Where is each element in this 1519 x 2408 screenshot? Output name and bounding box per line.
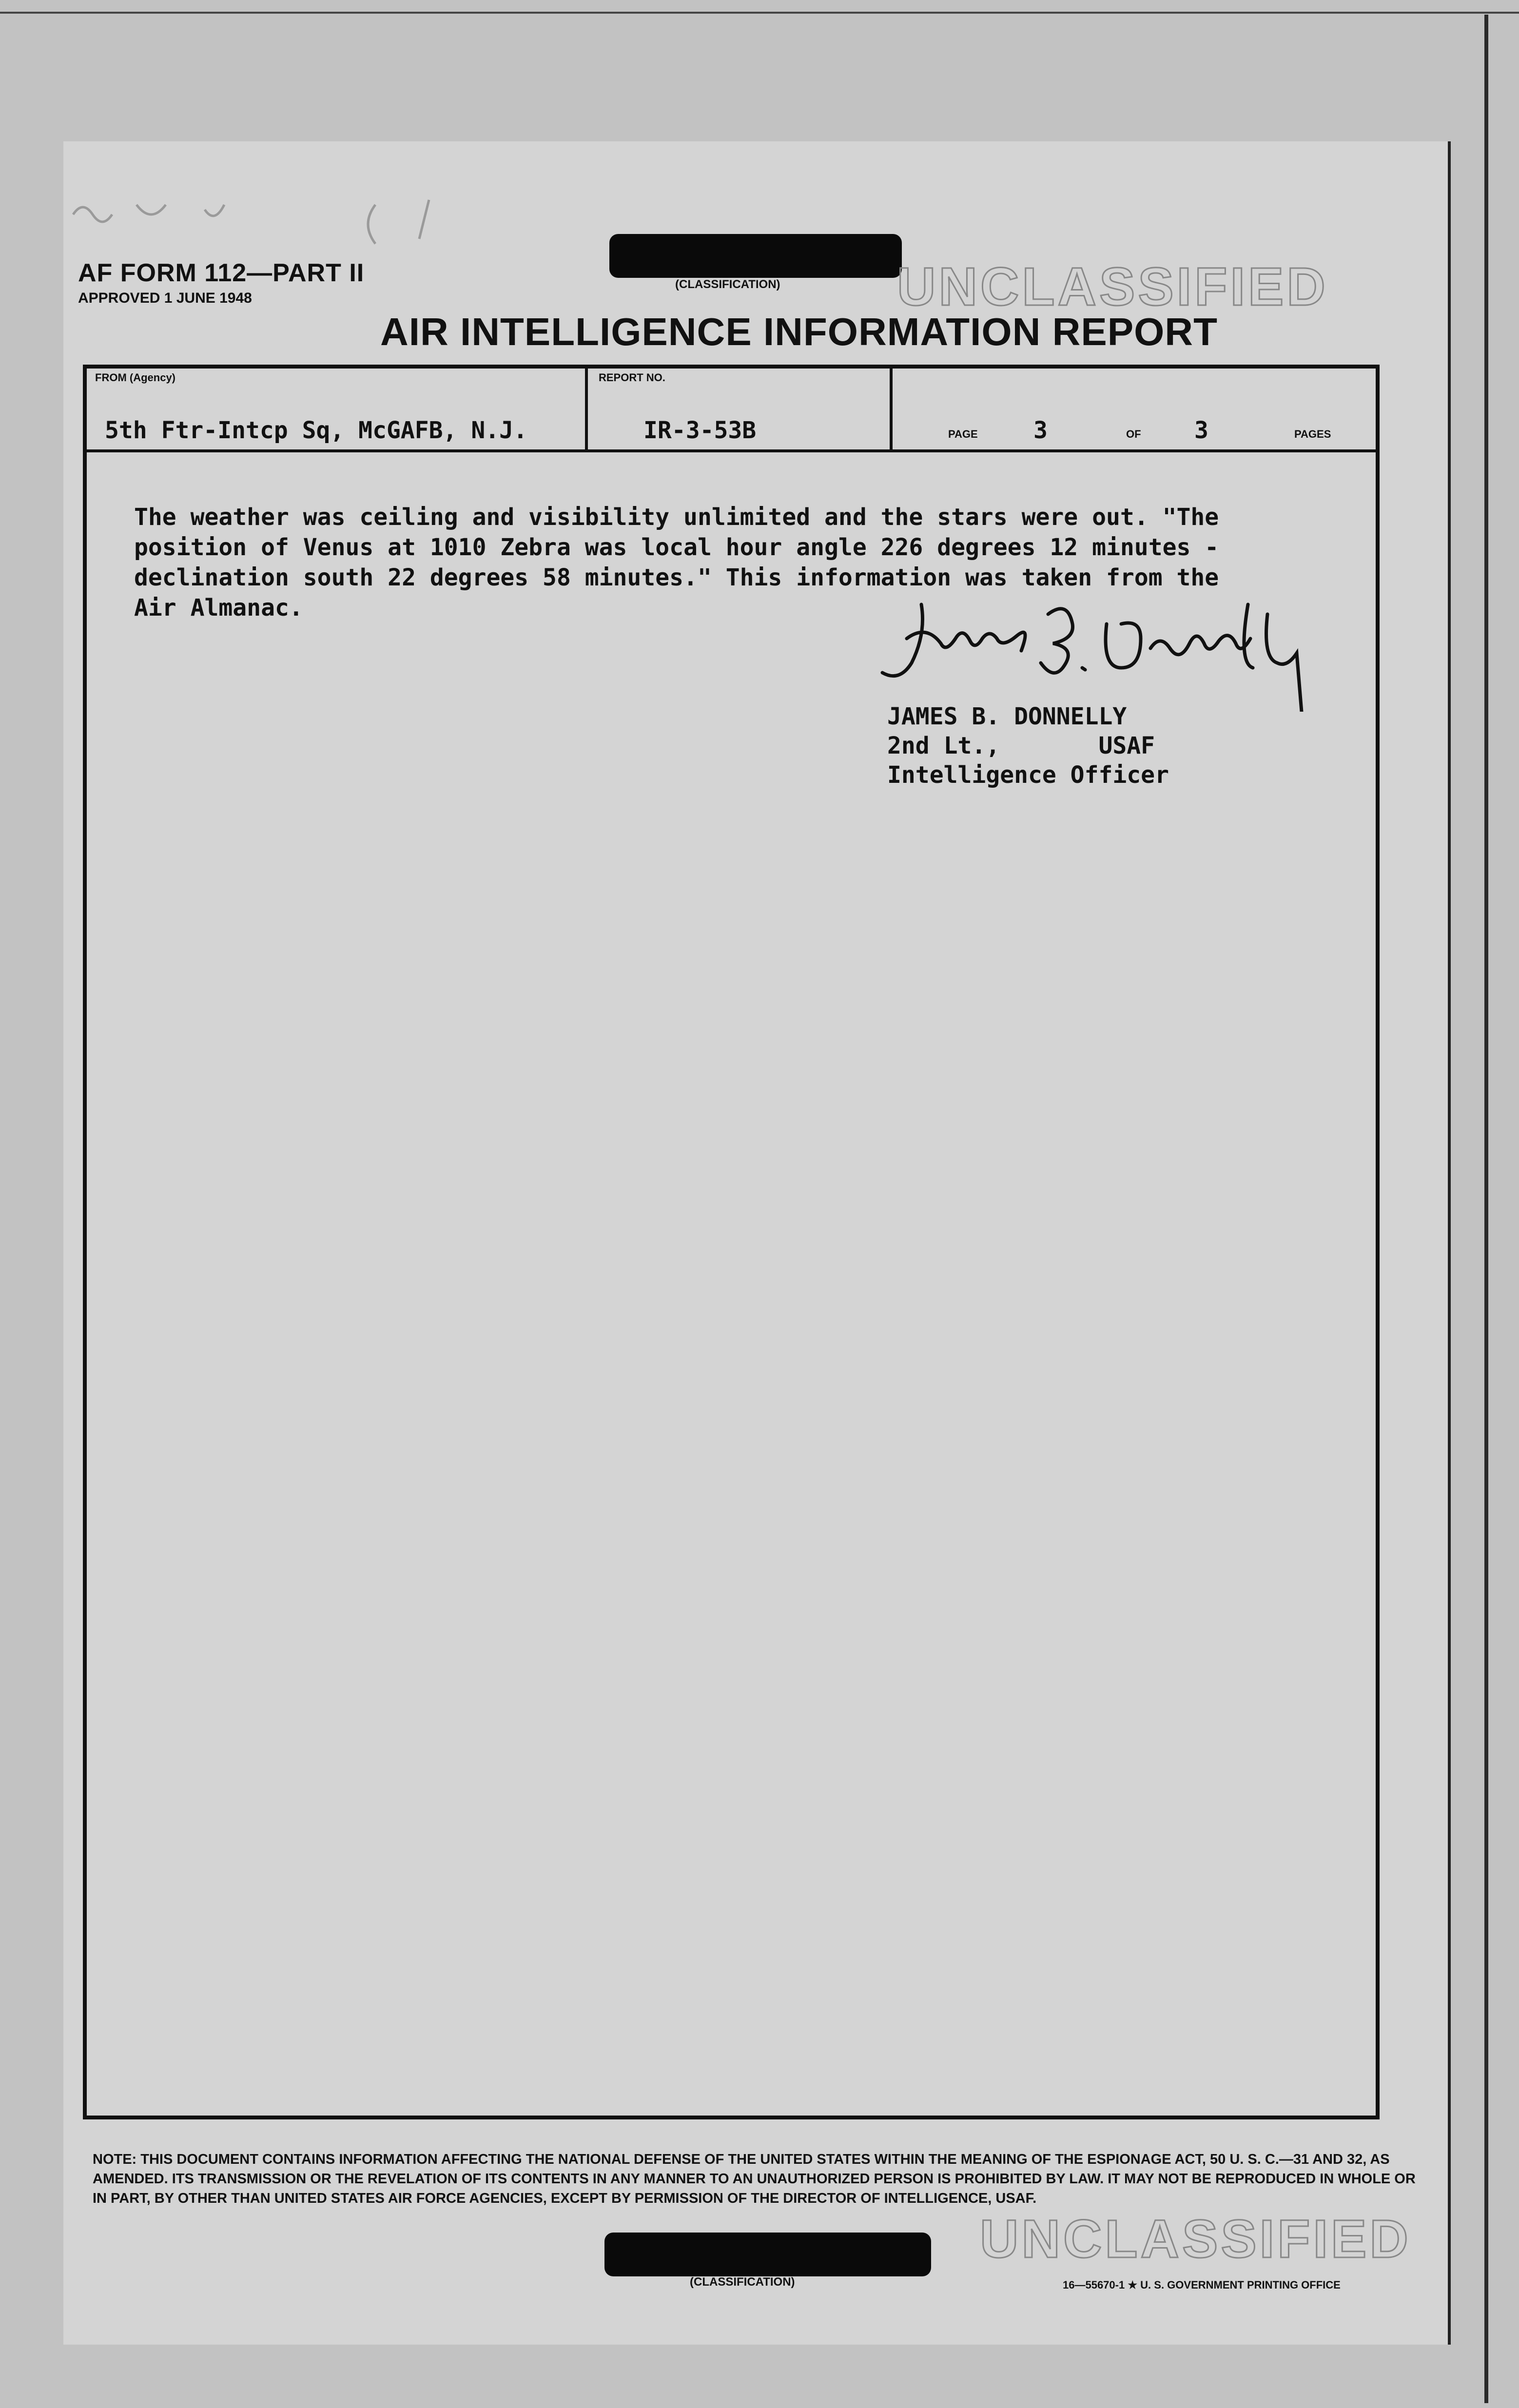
faint-handwriting-marks xyxy=(58,185,497,263)
footer-note: NOTE: THIS DOCUMENT CONTAINS INFORMATION AFFECTING THE NATIONAL DEFENSE OF THE UNITED STATES WITHIN THE MEANING OF THE ESPIONAGE ACT, 50 U. S. C.—31 AND 32, AS AMENDED. ITS TRANSMISSION OR THE REVELATION OF ITS CONTENTS IN ANY MANNER TO AN UNAUTHORIZED PERSON IS PROHIBITED BY LAW. IT MAY NOT BE REPRODUCED IN WHOLE OR IN PART, BY OTHER THAN UNITED STATES AIR FORCE AGENCIES, EXCEPT BY PERMISSION OF THE DIRECTOR OF INTELLIGENCE, USAF. xyxy=(93,2152,1416,2206)
signer-title: Intelligence Officer xyxy=(887,761,1169,789)
from-value: 5th Ftr-Intcp Sq, McGAFB, N.J. xyxy=(105,417,527,444)
header-divider-2 xyxy=(890,365,893,452)
of-label: OF xyxy=(1126,428,1141,440)
from-label: FROM (Agency) xyxy=(95,371,175,384)
report-no-label: REPORT NO. xyxy=(599,371,665,384)
classification-label-top: (CLASSIFICATION) xyxy=(675,278,780,291)
report-body-text: The weather was ceiling and visibility unlimited and the stars were out. "The position of Venus at 1010 Zebra was local hour angle 226 degrees 12 minutes - declination south 22 degrees 58 minutes." This information was taken from the Air Almanac. xyxy=(134,504,1219,621)
classification-label-bottom: (CLASSIFICATION) xyxy=(690,2275,795,2289)
unclassified-stamp-top: UNCLASSIFIED xyxy=(897,257,1328,317)
page-value: 3 xyxy=(1033,417,1048,444)
signer-rank: 2nd Lt., USAF xyxy=(887,732,1155,759)
report-title: AIR INTELLIGENCE INFORMATION REPORT xyxy=(380,310,1218,353)
page-label: PAGE xyxy=(948,428,978,440)
form-id: AF FORM 112—PART II xyxy=(78,259,365,287)
scan-edge-top xyxy=(0,12,1519,14)
redaction-mark-bottom xyxy=(604,2233,931,2276)
redaction-mark-top xyxy=(609,234,902,278)
signer-name: JAMES B. DONNELLY xyxy=(887,703,1127,730)
signature-block xyxy=(887,702,1169,790)
form-number: 16—55670-1 ★ U. S. GOVERNMENT PRINTING OFFICE xyxy=(1063,2279,1341,2291)
form-approved-date: APPROVED 1 JUNE 1948 xyxy=(78,290,252,306)
header-divider-1 xyxy=(585,365,588,452)
report-no-value: IR-3-53B xyxy=(643,417,757,444)
pages-label: PAGES xyxy=(1294,428,1331,440)
of-value: 3 xyxy=(1194,417,1208,444)
handwritten-signature xyxy=(877,585,1355,712)
scan-edge-right xyxy=(1484,15,1488,2403)
unclassified-stamp-bottom: UNCLASSIFIED xyxy=(980,2209,1411,2269)
